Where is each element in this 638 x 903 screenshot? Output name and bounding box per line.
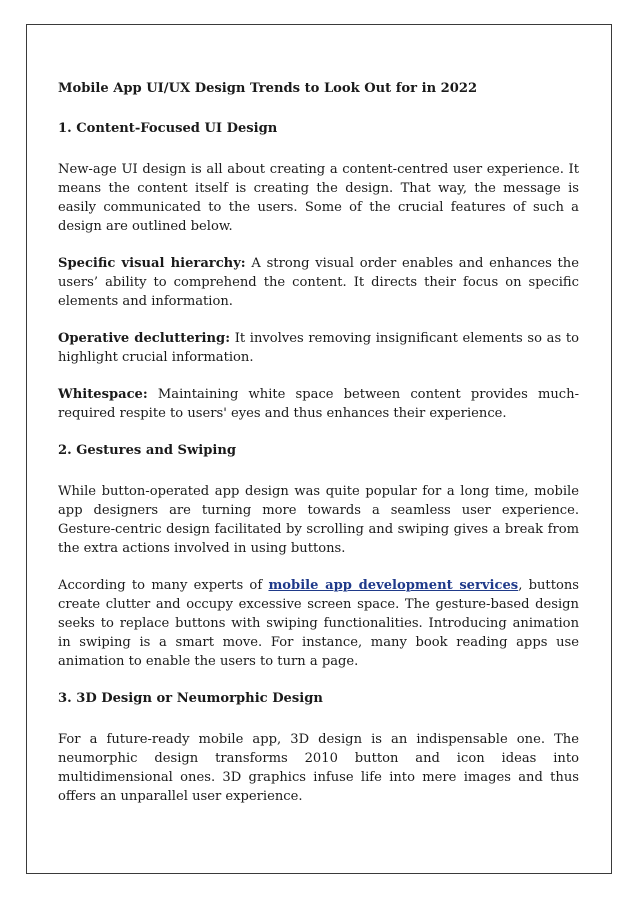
section-3-heading: 3. 3D Design or Neumorphic Design: [58, 691, 323, 706]
point-whitespace-text: Maintaining white space between content provides much-required respite to users' eyes and thus enhances their experience.: [58, 387, 579, 421]
document-body: [58, 79, 579, 824]
section-1-heading: 1. Content-Focused UI Design: [58, 121, 278, 136]
section-3-para-1: For a future-ready mobile app, 3D design is an indispensable one. The neumorphic design transforms 2010 button and icon ideas into multidimensional ones. 3D graphics infuse life into mere images and thus offers an unparallel user experience.: [58, 732, 579, 804]
section-2-para-1: While button-operated app design was quite popular for a long time, mobile app designers are turning more towards a seamless user experience. Gesture-centric design facilitated by scrolling and swiping gives a break from the extra actions involved in using buttons.: [58, 484, 579, 556]
section-2-para-2: [58, 576, 579, 671]
section-2-heading: 2. Gestures and Swiping: [58, 443, 237, 458]
point-visual-hierarchy-text: A strong visual order enables and enhances the users’ ability to comprehend the content. It directs their focus on specific elements and information.: [58, 256, 579, 309]
document-title: Mobile App UI/UX Design Trends to Look Out for in 2022: [58, 81, 478, 96]
section-2-para-2-after: , buttons create clutter and occupy excessive screen space. The gesture-based design seeks to replace buttons with swiping functionalities. Introducing animation in swiping is a smart move. For instance, many book reading apps use animation to enable the users to turn a page.: [58, 578, 579, 669]
point-whitespace-lead: Whitespace:: [58, 387, 148, 402]
section-2-para-2-before: According to many experts of: [58, 578, 269, 593]
mobile-app-development-services-link[interactable]: mobile app development services: [268, 578, 519, 593]
point-decluttering: [58, 329, 579, 367]
point-decluttering-lead: Operative decluttering:: [58, 331, 231, 346]
point-whitespace: [58, 385, 579, 423]
point-decluttering-text: It involves removing insignificant elements so as to highlight crucial information.: [58, 331, 579, 365]
point-visual-hierarchy-lead: Specific visual hierarchy:: [58, 256, 246, 271]
point-visual-hierarchy: [58, 254, 579, 311]
section-1-intro: New-age UI design is all about creating a content-centred user experience. It means the content itself is creating the design. That way, the message is easily communicated to the users. Some of the crucial features of such a design are outlined below.: [58, 162, 579, 234]
